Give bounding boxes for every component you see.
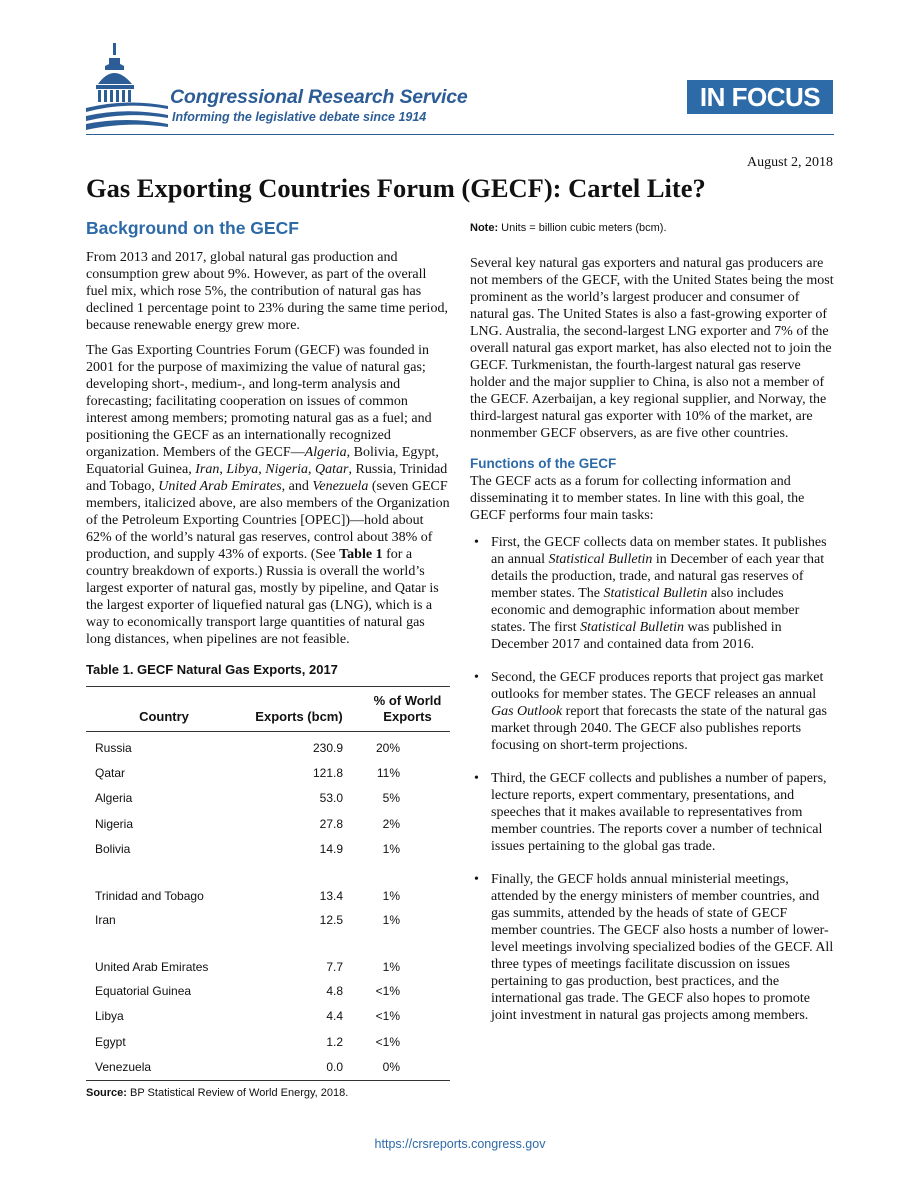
cell-exports: 0.0 <box>326 1059 343 1074</box>
cell-world-share: <1% <box>375 984 400 999</box>
cell-world-share: 0% <box>382 1059 400 1074</box>
table-row <box>86 1004 450 1029</box>
cell-country: Russia <box>95 741 132 756</box>
table-row <box>86 761 450 786</box>
table-row <box>86 908 450 933</box>
cell-world-share: <1% <box>375 1034 400 1049</box>
cell-world-share: 2% <box>382 816 400 831</box>
cell-exports: 53.0 <box>319 791 343 806</box>
bullet-icon: • <box>474 535 479 550</box>
footer-link[interactable]: https://crsreports.congress.gov <box>374 1137 546 1151</box>
list-item: • Finally, the GECF holds annual ministerial meetings, attended by the energy ministers of member countries, and gas summits, attended by the heads of state of GECF member countries. The GECF also hosts a number of lower-level meetings involving specialized bodies of the GECF. All three types of meetings facilitate discussion on issues pertaining to gas production, best practices, and the international gas trade. The GECF also hopes to promote joint investment in natural gas projects among members. <box>474 872 834 1023</box>
column-header-country: Country <box>86 687 233 732</box>
cell-world-share: 5% <box>382 791 400 806</box>
cell-country: Libya <box>95 1009 124 1024</box>
cell-world-share: 20% <box>375 741 400 756</box>
cell-world-share: 1% <box>382 888 400 903</box>
cell-country: Egypt <box>95 1034 126 1049</box>
table-row <box>86 837 450 862</box>
table-header-row <box>86 687 450 732</box>
cell-country: United Arab Emirates <box>95 960 209 975</box>
table-row <box>86 732 450 762</box>
in-focus-badge: IN FOCUS <box>687 80 833 114</box>
capitol-dome-icon <box>84 40 170 136</box>
table-row <box>86 812 450 837</box>
left-column <box>86 218 450 1099</box>
paragraph-gecf-founding: The Gas Exporting Countries Forum (GECF) was founded in 2001 for the purpose of maximizing the value of natural gas; developing short-, medium-, and long-term analysis and forecasting; facilitating cooperation on issues of common interest among members; promoting natural gas as a fuel; and positioning the GECF as an internationally recognized organization. Members of the GECF—Algeria, Bolivia, Egypt, Equatorial Guinea, Iran, Libya, Nigeria, Qatar, Russia, Trinidad and Tobago, United Arab Emirates, and Venezuela (seven GECF members, italicized above, are also members of the Organization of the Petroleum Exporting Countries [OPEC])—hold about 62% of the world’s natural gas reserves, control about 38% of production, and supply 43% of exports. (See Table 1 for a country breakdown of exports.) Russia is overall the world’s largest exporter of natural gas, mostly by pipeline, and Qatar is the largest exporter of liquefied natural gas (LNG), which is a way to economically transport large quantities of natural gas long distances, when pipelines are not feasible. <box>86 343 450 647</box>
bullet-icon: • <box>474 771 479 786</box>
cell-country: Algeria <box>95 791 133 806</box>
paragraph-functions-intro: The GECF acts as a forum for collecting information and disseminating it to member states. In line with this goal, the GECF performs four main tasks: <box>470 474 805 523</box>
list-item: • First, the GECF collects data on member states. It publishes an annual Statistical Bulletin in December of each year that details the production, trade, and natural gas reserves of member states. The Statistical Bulletin also includes economic and demographic information about member states. The first Statistical Bulletin was published in December 2017 and contained data from 2016. <box>474 535 827 652</box>
cell-exports: 230.9 <box>312 741 343 756</box>
section-heading-functions: Functions of the GECF <box>470 456 617 471</box>
cell-country: Equatorial Guinea <box>95 984 192 999</box>
cell-world-share: 1% <box>382 913 400 928</box>
bullet-icon: • <box>474 872 479 887</box>
cell-world-share: 1% <box>382 841 400 856</box>
publication-date: August 2, 2018 <box>747 155 833 170</box>
cell-exports: 13.4 <box>319 888 343 903</box>
cell-exports: 14.9 <box>319 841 343 856</box>
column-header-world-share: % of World Exports <box>365 687 450 732</box>
table-source: Source: BP Statistical Review of World Energy, 2018. <box>86 1086 349 1099</box>
column-header-exports: Exports (bcm) <box>233 687 365 732</box>
cell-country: Venezuela <box>86 1055 233 1081</box>
list-item: • Third, the GECF collects and publishes a number of papers, lecture reports, expert commentary, presentations, and speeches that it makes available to representatives from member countries. The reports cover a number of technical issues pertaining to the global gas trade. <box>474 771 827 854</box>
cell-country: Qatar <box>95 766 126 781</box>
cell-exports: 4.8 <box>326 984 343 999</box>
cell-exports: 12.5 <box>319 913 343 928</box>
cell-exports: 1.2 <box>326 1034 343 1049</box>
cell-world-share: <1% <box>375 1009 400 1024</box>
table-title: Table 1. GECF Natural Gas Exports, 2017 <box>86 662 338 677</box>
table-row <box>86 933 450 979</box>
cell-country: Iran <box>95 913 116 928</box>
cell-exports: 4.4 <box>326 1009 343 1024</box>
exports-table <box>86 686 450 1081</box>
table-row <box>86 862 450 908</box>
paragraph-fuel-mix: From 2013 and 2017, global natural gas production and consumption grew about 9%. However, as part of the overall fuel mix, which rose 5%, the contribution of natural gas has declined 1 percentage point to 23% during the same time period, because renewable energy grew more. <box>86 250 448 333</box>
cell-exports: 27.8 <box>319 816 343 831</box>
table-row <box>86 979 450 1004</box>
table-row <box>86 786 450 811</box>
cell-country: Nigeria <box>95 816 134 831</box>
right-column <box>470 221 834 1040</box>
cell-country: Bolivia <box>95 841 131 856</box>
header-divider <box>86 134 834 135</box>
cell-exports: 121.8 <box>312 766 343 781</box>
cell-country: Trinidad and Tobago <box>95 888 204 903</box>
org-name: Congressional Research Service <box>170 86 468 108</box>
table-row <box>86 1030 450 1055</box>
cell-exports: 7.7 <box>326 960 343 975</box>
paragraph-nonmembers: Several key natural gas exporters and natural gas producers are not members of the GECF, with the United States being the most prominent as the world’s largest producer and consumer of natural gas. The United States is also a fast-growing exporter of LNG. Australia, the second-largest LNG exporter and 7% of the overall natural gas export market, has also elected not to join the GECF. Turkmenistan, the fourth-largest natural gas reserve holder and the major supplier to China, is also not a member of the GECF. Azerbaijan, a key regional supplier, and Norway, the third-largest natural gas exporter with 10% of the market, are nonmember GECF observers, as are five other countries. <box>470 256 834 441</box>
cell-world-share: 11% <box>376 766 400 781</box>
page-title: Gas Exporting Countries Forum (GECF): Cartel Lite? <box>86 173 706 203</box>
org-tagline: Informing the legislative debate since 1914 <box>172 110 427 124</box>
cell-world-share: 1% <box>382 960 400 975</box>
table-note: Note: Units = billion cubic meters (bcm). <box>470 222 667 234</box>
crs-logo <box>84 40 504 140</box>
bullet-icon: • <box>474 670 479 685</box>
section-heading-background: Background on the GECF <box>86 218 299 238</box>
tasks-list <box>470 534 834 1024</box>
table-row <box>86 1055 450 1081</box>
list-item: • Second, the GECF produces reports that project gas market outlooks for member states. The GECF releases an annual Gas Outlook report that forecasts the state of the natural gas market through 2040. The GECF also publishes reports focusing on short-term projections. <box>474 670 827 753</box>
